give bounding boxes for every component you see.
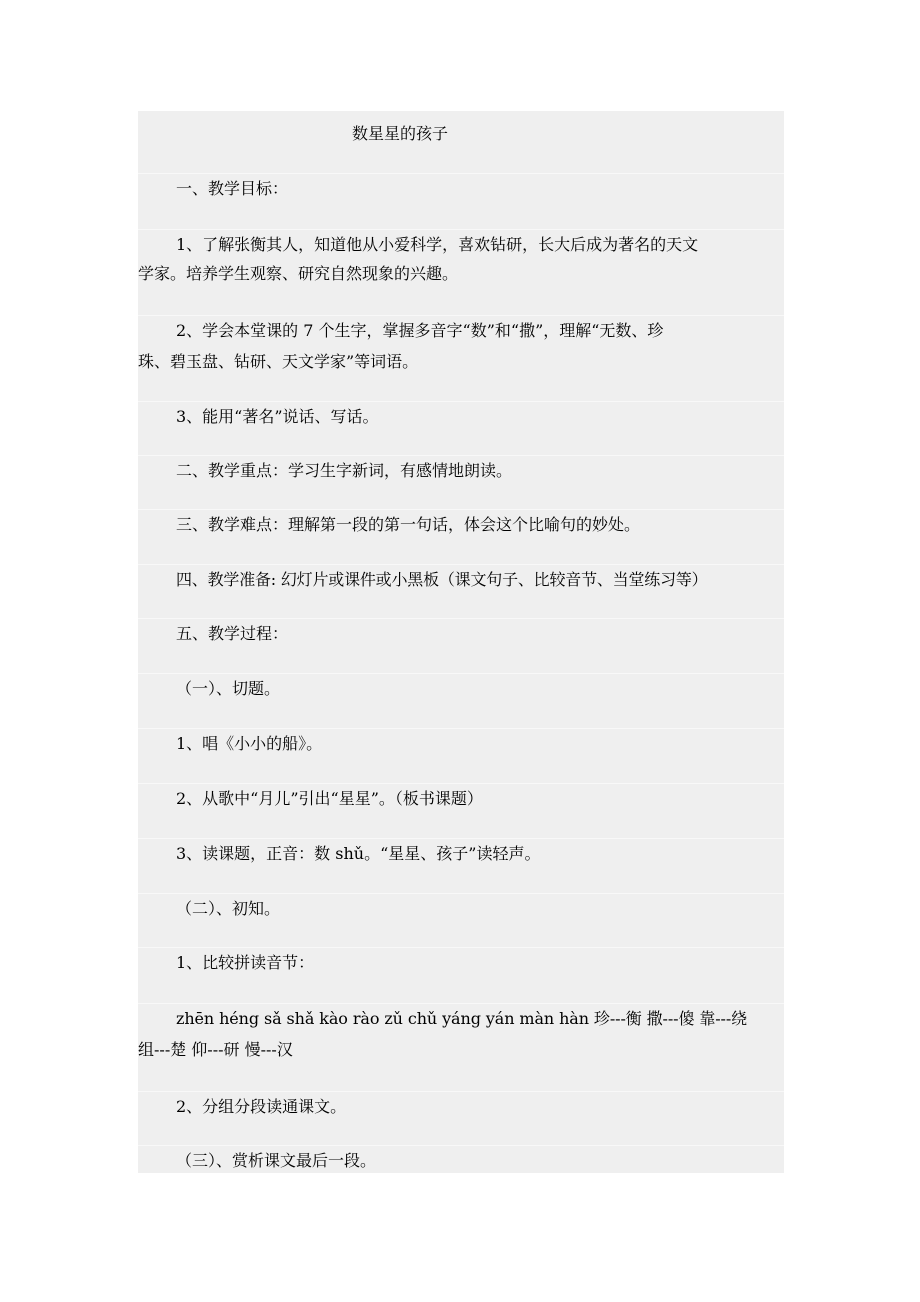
- subsection-intro: （一）、切题。: [138, 673, 784, 704]
- subsection-appreciation: （三）、赏析课文最后一段。: [138, 1145, 784, 1176]
- pinyin-syllables-line-2: 组---楚 仰---研 慢---汉: [138, 1040, 293, 1059]
- goal-2-line-1: 2、学会本堂课的 7 个生字，掌握多音字“数”和“撒”，理解“无数、珍: [138, 315, 784, 346]
- reading-step-1: 1、比较拼读音节：: [138, 947, 784, 978]
- goal-1-line-1: 1、了解张衡其人，知道他从小爱科学，喜欢钻研，长大后成为著名的天文: [138, 229, 784, 260]
- section-heading-difficulties: 三、教学难点：理解第一段的第一句话，体会这个比喻句的妙处。: [138, 509, 784, 540]
- intro-step-3: 3、读课题，正音：数 shǔ。“星星、孩子”读轻声。: [138, 838, 784, 869]
- section-heading-process: 五、教学过程：: [138, 618, 784, 649]
- goal-2-line-2: 珠、碧玉盘、钻研、天文学家”等词语。: [138, 352, 419, 371]
- reading-step-2: 2、分组分段读通课文。: [138, 1091, 784, 1122]
- section-heading-key-points: 二、教学重点：学习生字新词，有感情地朗读。: [138, 455, 784, 486]
- goal-1-line-2: 学家。培养学生观察、研究自然现象的兴趣。: [138, 264, 459, 283]
- goal-3: 3、能用“著名”说话、写话。: [138, 401, 784, 432]
- pinyin-syllables-line-1: zhēn héng sǎ shǎ kào rào zǔ chǔ yáng yán màn hàn 珍---衡 撒---傻 靠---绕: [138, 1003, 784, 1034]
- section-heading-goals: 一、教学目标：: [138, 173, 784, 204]
- document-title: 数星星的孩子: [352, 124, 449, 143]
- section-heading-preparation: 四、教学准备: 幻灯片或课件或小黑板（课文句子、比较音节、当堂练习等）: [138, 564, 784, 595]
- intro-step-1: 1、唱《小小的船》。: [138, 728, 784, 759]
- intro-step-2: 2、从歌中“月儿”引出“星星”。（板书课题）: [138, 783, 784, 814]
- document-page: [138, 111, 784, 1173]
- subsection-first-reading: （二）、初知。: [138, 893, 784, 924]
